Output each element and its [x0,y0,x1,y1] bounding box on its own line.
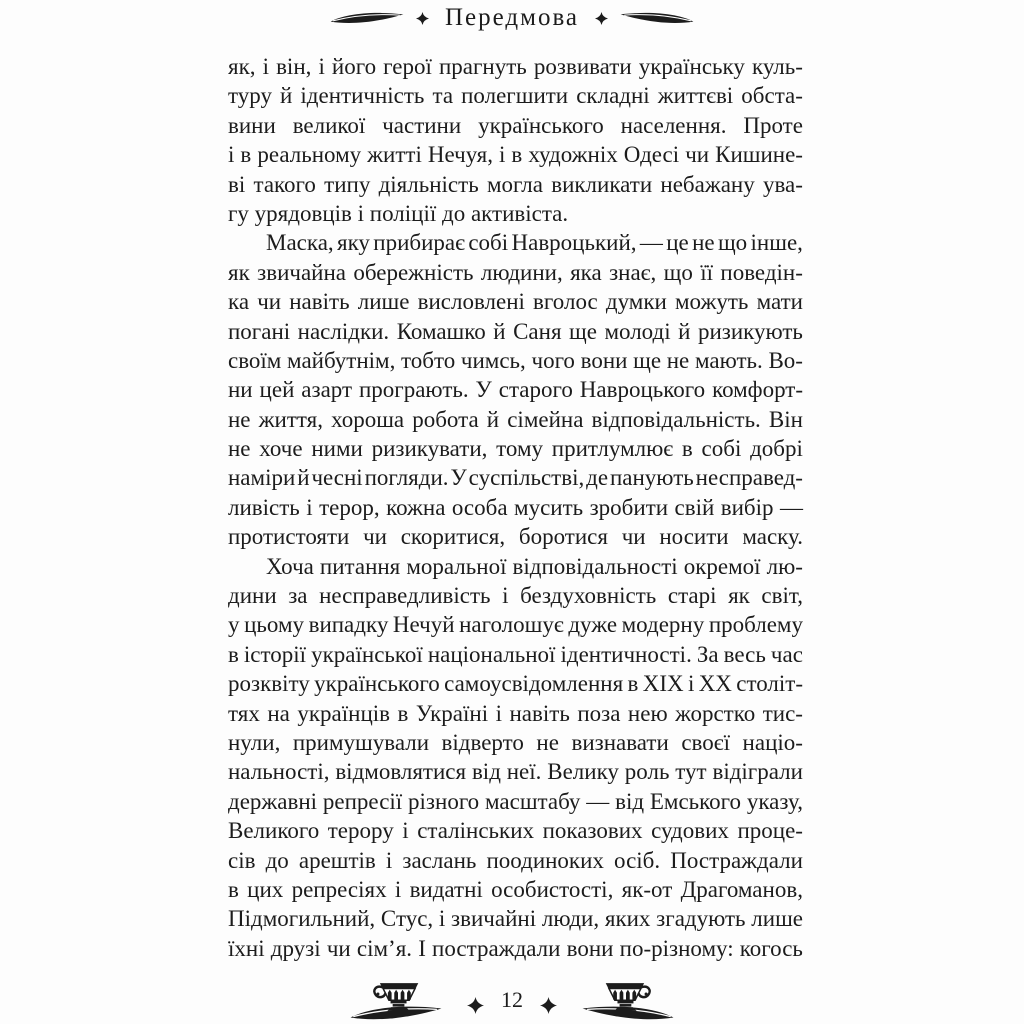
text-line: своїм майбутнім, тобто чимсь, чого вони ще не мають. Во- [228,347,803,373]
four-pointed-star-icon [595,12,608,25]
text-line: в історії української національної ідентичності. За весь час [228,641,803,667]
text-line: ливість і терор, кожна особа мусить зробити свій вибір — [228,494,803,520]
teacup-ornament-icon [564,981,678,1023]
four-pointed-star-icon [416,12,429,25]
text-line: тях на українців в Україні і навіть поза нею жорстко тис- [228,700,803,726]
leaf-ornament-icon [330,10,404,26]
text-line: державні репресії різного масштабу — від Емського указу, [228,788,803,814]
text-line: не хоче ними ризикувати, тому притлумлює в собі добрі [228,436,803,462]
text-line: погані наслідки. Комашко й Саня ще молоді й ризикують [228,318,803,344]
text-line: ка чи навіть лише висловлені вголос думки можуть мати [228,289,803,315]
four-pointed-star-icon [467,997,484,1014]
text-line: ві такого типу діяльність могла викликати небажану ува- [228,171,803,197]
text-line: у цьому випадку Нечуй наголошує дуже модерну проблему [228,612,803,638]
text-line: туру й ідентичність та полегшити складні життєві обста- [228,83,803,109]
text-line: вини великої частини українського населення. Проте [228,112,803,138]
chapter-title: Передмова [444,4,580,31]
text-line: розквіту українського самоусвідомлення в XIX і XX століт- [228,671,803,697]
teacup-icon [600,981,652,1013]
text-line: ни цей азарт програють. У старого Навроцького комфорт- [228,377,803,403]
text-line: Великого терору і сталінських показових судових проце- [228,818,803,844]
text-line: сів до арештів і заслань поодиноких осіб. Постраждали [228,847,803,873]
text-line: гу урядовців і поліції до активіста. [228,200,569,226]
text-line: як звичайна обережність людини, яка знає, що її поведін- [228,259,803,285]
text-line: не життя, хороша робота й сімейна відповідальність. Він [228,406,803,432]
leaf-ornament-icon [620,10,694,26]
text-line: Хоча питання моральної відповідальності окремої лю- [266,553,803,579]
running-head [0,3,1024,33]
text-line: як, і він, і його герої прагнуть розвивати українську куль- [228,54,803,79]
body-text [228,52,803,963]
teacup-icon [372,981,424,1013]
text-line: наміри й чесні погляди. У суспільстві, де панують несправед- [228,465,803,491]
text-line: і в реальному житті Нечуя, і в художніх Одесі чи Кишине- [228,142,803,168]
four-pointed-star-icon [540,997,557,1014]
text-line: дини за несправедливість і бездуховність старі як світ, [228,583,803,609]
text-line: Маска, яку прибирає собі Навроцький, — це не що інше, [266,230,803,256]
page-footer [0,980,1024,1024]
text-line: Підмогильний, Стус, і звичайні люди, яких згадують лише [228,906,803,932]
page-number: 12 [501,987,523,1012]
teacup-ornament-icon [346,981,460,1023]
text-line: нули, примушували відверто не визнавати своєї націо- [228,729,803,755]
text-line: в цих репресіях і видатні особистості, як-от Драгоманов, [228,876,803,902]
text-line: їхні друзі чи сім’я. І постраждали вони по-різному: когось [228,935,803,961]
text-line: нальності, відмовлятися від неї. Велику роль тут відіграли [228,759,803,785]
text-line: протистояти чи скоритися, боротися чи носити маску. [228,524,803,550]
